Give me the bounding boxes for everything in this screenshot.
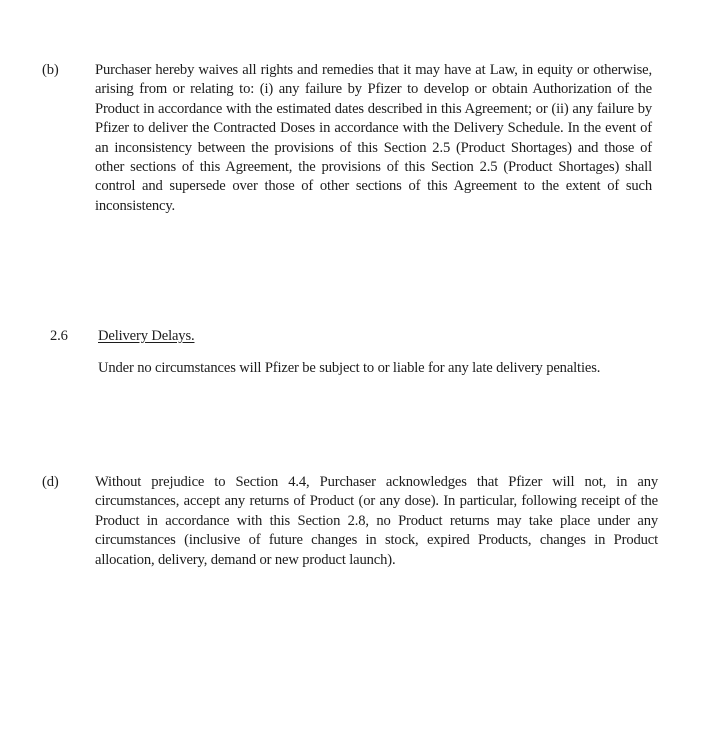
section-heading: Delivery Delays. (98, 328, 195, 344)
clause-b-text: Purchaser hereby waives all rights and remedies that it may have at Law, in equity or otherwise, arising from or relating to: (i) any failure by Pfizer to develop or obtain Authorization of the Product in accordance with the estimated dates described in this Agreement; or (ii) any failure by Pfizer to deliver the Contracted Doses in accordance with the Delivery Schedule. In the event of an inconsistency between the provisions of this Section 2.5 (Product Shortages) and those of other sections of this Agreement, the provisions of this Section 2.5 (Product Shortages) shall control and supersede over those of other sections of this Agreement to the extent of such inconsistency. (95, 62, 652, 214)
section-number: 2.6 (50, 328, 68, 344)
clause-b-marker: (b) (42, 62, 59, 78)
clause-d-marker: (d) (42, 474, 59, 490)
clause-d-text: Without prejudice to Section 4.4, Purchaser acknowledges that Pfizer will not, in any circumstances, accept any returns of Product (or any dose). In particular, following receipt of the Product in accordance with this Section 2.8, no Product returns may take place under any circumstances (inclusive of future changes in stock, expired Products, changes in Product allocation, delivery, demand or new product launch). (95, 474, 658, 568)
section-2-6-text: Under no circumstances will Pfizer be subject to or liable for any late delivery penalties. (98, 360, 601, 376)
